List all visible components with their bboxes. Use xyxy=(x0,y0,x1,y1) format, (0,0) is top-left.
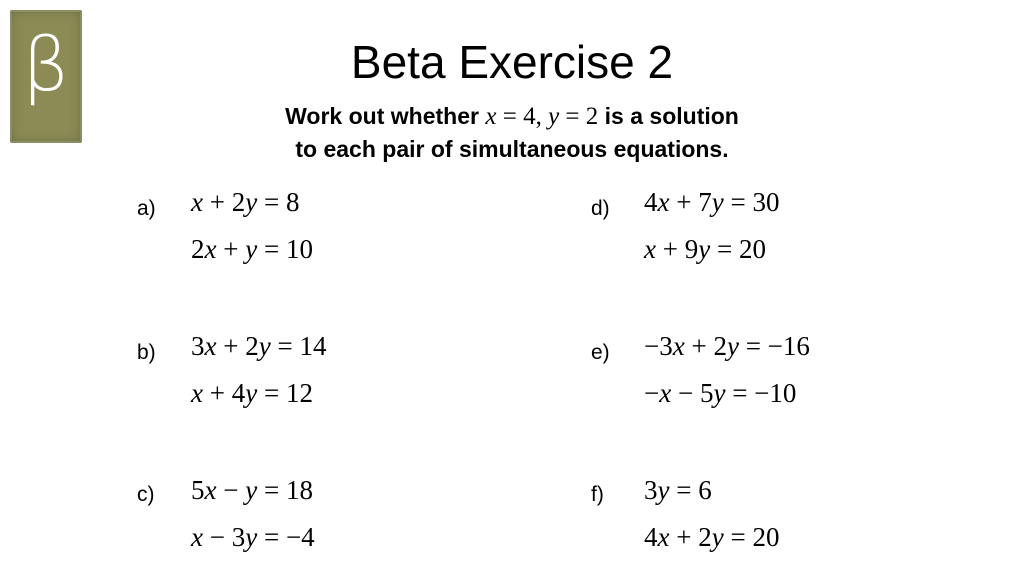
problem-d-equation-2: x + 9y = 20 xyxy=(644,234,766,264)
instructions-suffix: is a solution xyxy=(604,103,739,129)
problem-d-label: d) xyxy=(591,197,610,220)
problem-d-equation-1: 4x + 7y = 30 xyxy=(644,187,780,217)
problem-f-label: f) xyxy=(591,483,604,506)
problem-c-label: c) xyxy=(137,483,155,506)
problem-a-equation-2: 2x + y = 10 xyxy=(191,234,313,264)
problem-f-equation-2: 4x + 2y = 20 xyxy=(644,522,780,552)
problem-a-equation-1: x + 2y = 8 xyxy=(191,187,300,217)
instructions xyxy=(0,100,1024,166)
page-title: Beta Exercise 2 xyxy=(350,36,674,88)
beta-symbol: β xyxy=(22,22,70,108)
instructions-math: x = 4, y = 2 xyxy=(485,103,599,130)
problem-b-equation-2: x + 4y = 12 xyxy=(191,378,313,408)
instructions-line-1 xyxy=(0,100,1024,133)
problem-c-equation-1: 5x − y = 18 xyxy=(191,475,313,505)
problem-a-label: a) xyxy=(137,197,156,220)
problem-b-equation-1: 3x + 2y = 14 xyxy=(191,331,327,361)
problem-e-label: e) xyxy=(591,341,610,364)
instructions-prefix: Work out whether xyxy=(285,103,479,129)
instructions-line-2: to each pair of simultaneous equations. xyxy=(295,136,729,162)
problem-f-equation-1: 3y = 6 xyxy=(644,475,712,505)
problem-e-equation-1: −3x + 2y = −16 xyxy=(644,331,810,361)
problem-e-equation-2: −x − 5y = −10 xyxy=(644,378,797,408)
problem-c-equation-2: x − 3y = −4 xyxy=(191,522,315,552)
problem-b-label: b) xyxy=(137,341,156,364)
